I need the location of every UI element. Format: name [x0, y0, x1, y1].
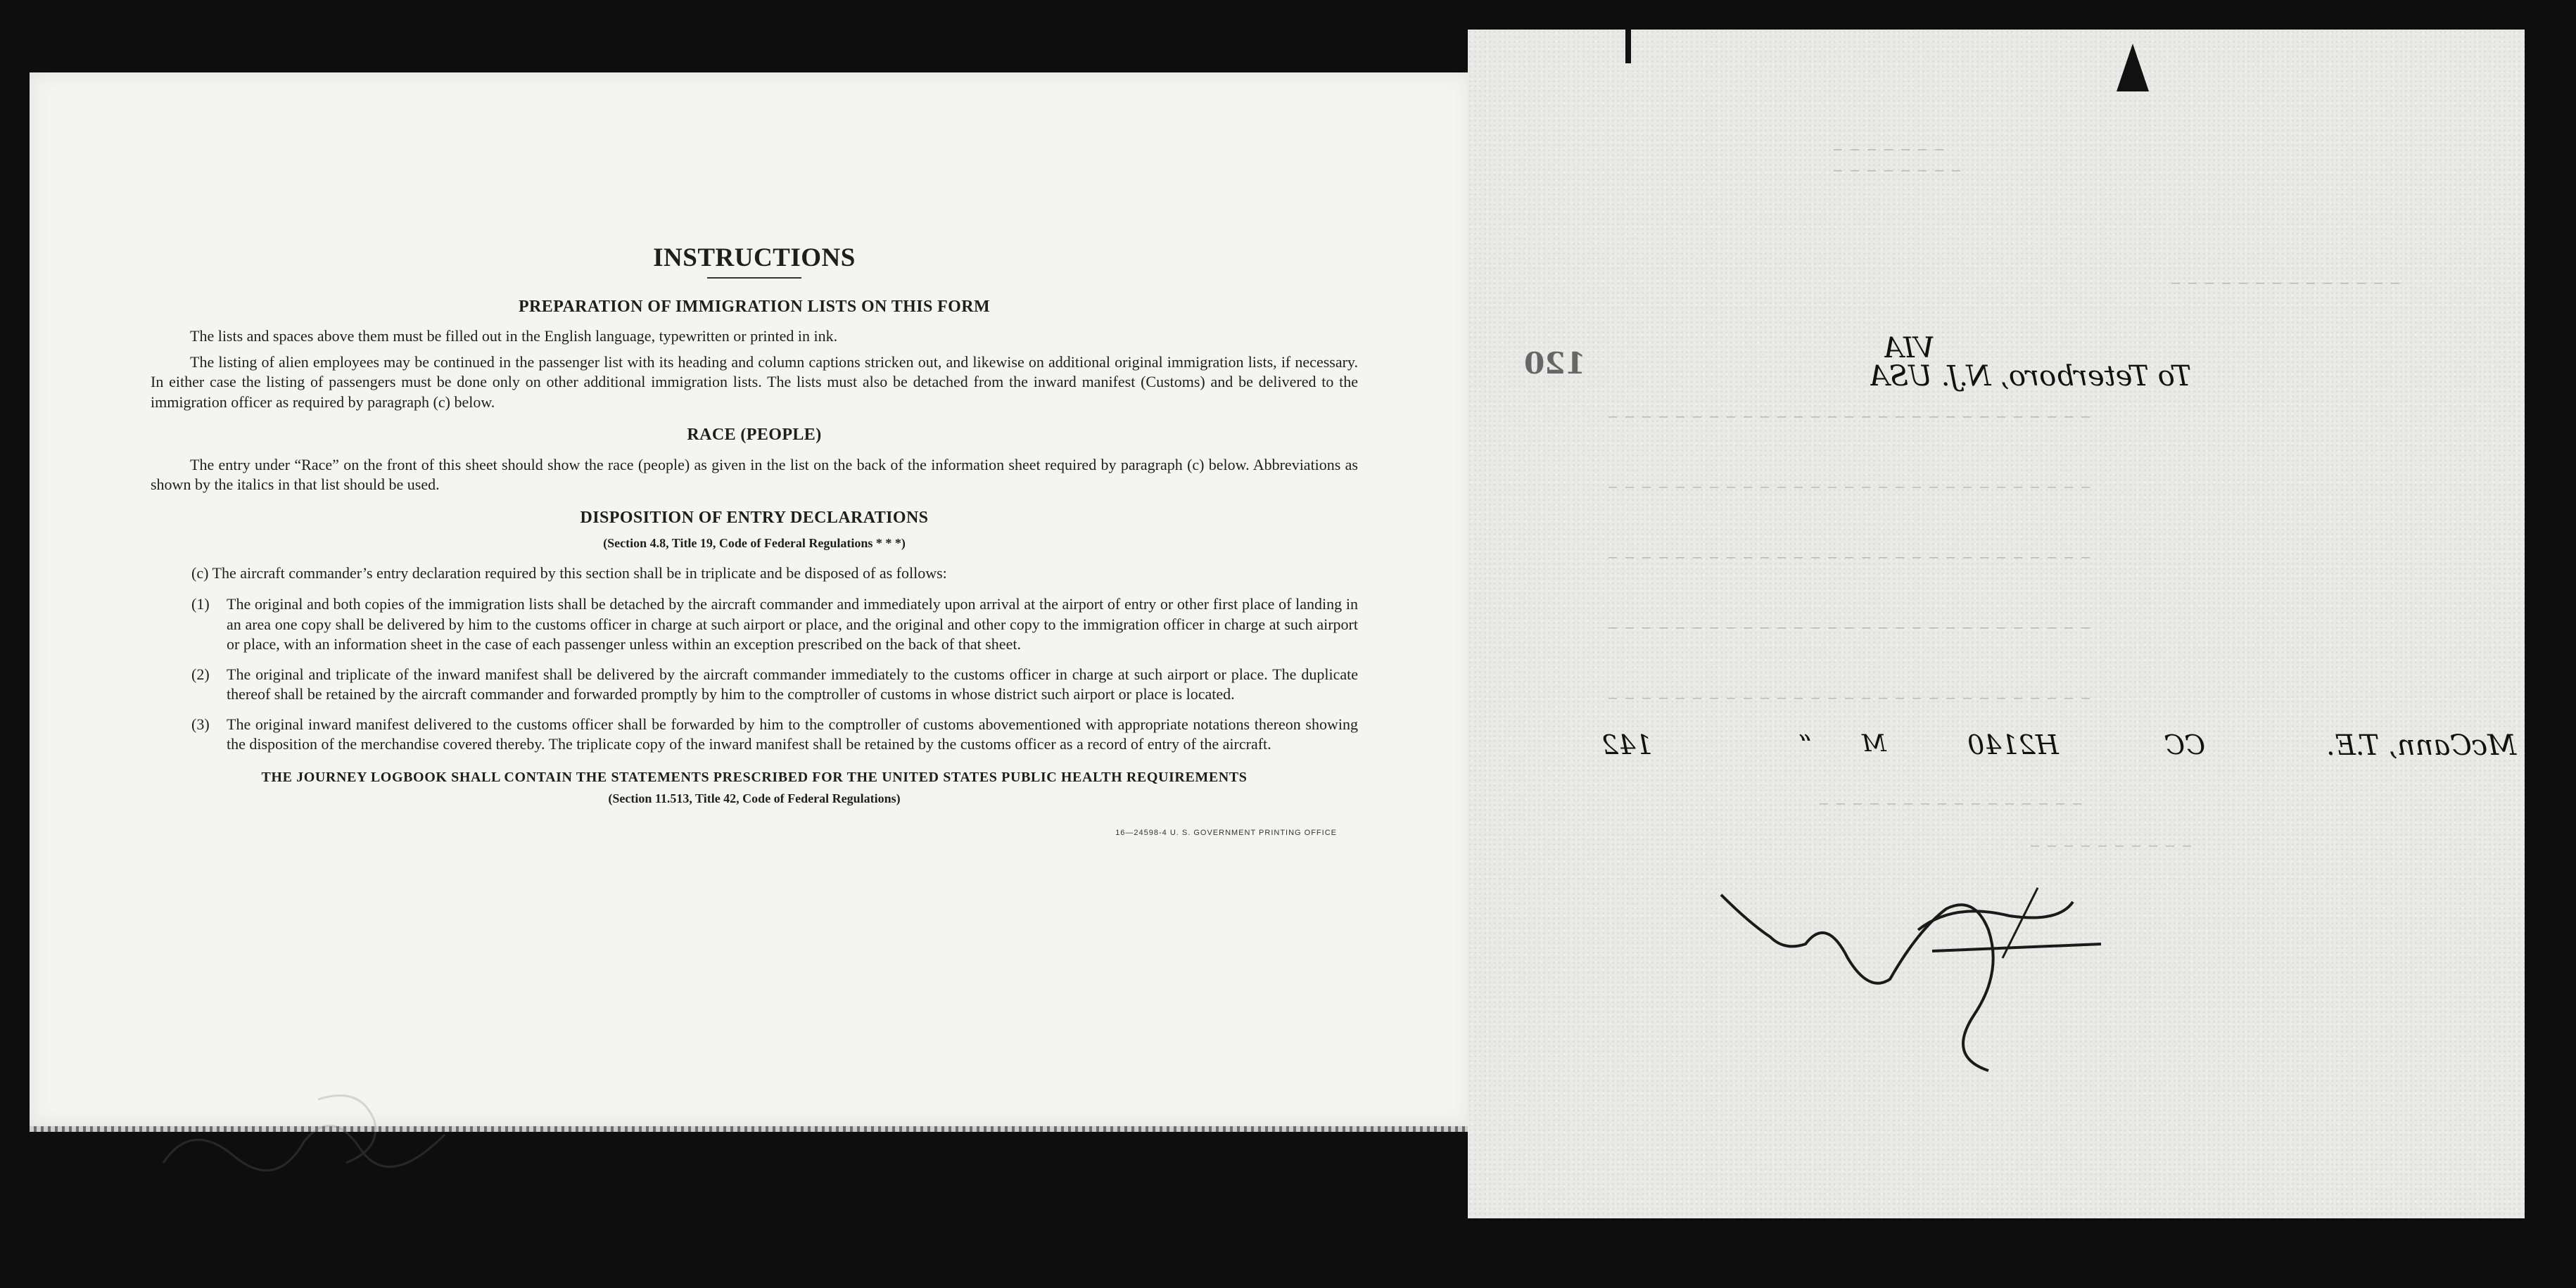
bleed-through-text: — — — — — — — — — — — — — — — — — [1820, 796, 2082, 812]
disposition-intro: (c) The aircraft commander’s entry declaration required by this section shall be in triplicate and be disposed of as follows: — [191, 563, 947, 582]
faint-signature-bleed — [149, 1078, 480, 1184]
bleed-number: 120 — [1524, 346, 1586, 381]
corner-mark — [2115, 44, 2150, 93]
bleed-through-text: — — — — — — — — — — — — — — — — — — — — — — — — — — — — — — [1609, 409, 2090, 426]
disposition-item — [191, 665, 1358, 705]
bleed-through-text: — — — — — — — — — — — — — — — — — — — — — — — — — — — — — — [1609, 691, 2090, 707]
disposition-item — [191, 594, 1358, 655]
manifest-reverse-page — [1468, 30, 2525, 1218]
punch-mark — [1625, 30, 1631, 63]
handwritten-code: CC — [2164, 729, 2206, 760]
handwritten-destination: To Teterboro, N.J. USA — [1869, 360, 2192, 393]
journey-logbook-statement: THE JOURNEY LOGBOOK SHALL CONTAIN THE STATEMENTS PRESCRIBED FOR THE UNITED STATES PUBLIC HEALTH REQUIREMENTS — [261, 769, 1248, 785]
item-text: The original inward manifest delivered to the customs officer shall be forwarded by him to the comptroller of customs abovementioned with appropriate notations thereon showing the disposition of the merchandise covered thereby. The triplicate copy of the inward manifest shall be retained by the customs officer as a record of entry of the aircraft. — [227, 715, 1358, 753]
disposition-item — [191, 715, 1358, 755]
item-number: (3) — [191, 715, 210, 733]
preparation-paragraph-1: The lists and spaces above them must be filled out in the English language, typewritten or printed in ink. — [190, 327, 838, 345]
race-paragraph: The entry under “Race” on the front of this sheet should show the race (people) as given in the list on the back of the information sheet required by paragraph (c) below. Abbreviations as shown by the italics in that list should be used. — [151, 455, 1358, 493]
item-text: The original and both copies of the immigration lists shall be detached by the aircraft commander and immediately upon arrival at the airport of entry or other first place of landing in an area one copy shall be delivered by him to the customs officer in charge at such airport or place, and the original and other copy to the immigration officer in charge at such airport or place, with an information sheet in the case of each passenger unless within an exception prescribed on the back of that sheet. — [227, 595, 1358, 653]
handwritten-sex: M — [1862, 729, 1886, 758]
journey-logbook-citation: (Section 11.513, Title 42, Code of Federal Regulations) — [608, 791, 901, 805]
race-heading: RACE (PEOPLE) — [687, 426, 822, 444]
item-text: The original and triplicate of the inward manifest shall be delivered by the aircraft commander immediately to the customs officer in charge at such airport or place. The duplicate thereof shall be retained by the aircraft commander and forwarded promptly by him to the comptroller of customs in whose district such airport or place is located. — [227, 665, 1358, 703]
handwritten-name: McCann, T.E. — [2326, 729, 2517, 762]
instructions-page — [30, 72, 1471, 1126]
item-number: (2) — [191, 665, 210, 683]
disposition-heading: DISPOSITION OF ENTRY DECLARATIONS — [580, 508, 929, 527]
bleed-through-text: — — — — — — — — — — — — — — — — — — — — — — — — — — — — — — [1609, 550, 2090, 566]
disposition-subheading: (Section 4.8, Title 19, Code of Federal Regulations * * *) — [603, 536, 906, 550]
bleed-through-text: — — — — — — — — — — — — — — — — — — — — — — — — — — — — — — [1609, 620, 2090, 637]
handwritten-age: 142 — [1601, 729, 1653, 760]
bleed-through-text: — — — — — — — — — — — — — — — — — — — — — — — — — — — — — — [1609, 480, 2090, 496]
printing-office-imprint: 16—24598-4 U. S. GOVERNMENT PRINTING OFFICE — [1115, 828, 1337, 837]
bleed-through-text: — — — — — — — — — — — — — — — [2171, 276, 2400, 292]
handwritten-via: VIA — [1883, 332, 1935, 364]
bleed-through-text: — — — — — — — — — [1834, 163, 1961, 179]
preparation-paragraph-2: The listing of alien employees may be continued in the passenger list with its heading and column captions stricken out, and likewise on additional original immigration lists, if necessary. In either case the listing of passengers must be done only on other additional immigration lists. The lists must also be detached from the inward manifest (Customs) and be delivered to the immigration officer as required by paragraph (c) below. — [151, 352, 1358, 411]
title-underline — [707, 277, 801, 279]
handwritten-mark: “ — [1798, 729, 1813, 760]
bleed-through-text: — — — — — — — — [1834, 142, 1944, 158]
instructions-title: INSTRUCTIONS — [653, 243, 856, 272]
instructions-document — [151, 243, 1358, 843]
signature — [1707, 874, 2115, 1085]
preparation-heading: PREPARATION OF IMMIGRATION LISTS ON THIS FORM — [518, 297, 991, 316]
handwritten-number: H2140 — [1967, 729, 2059, 760]
bleed-through-text: — — — — — — — — — — — [2031, 839, 2192, 855]
item-number: (1) — [191, 595, 210, 613]
